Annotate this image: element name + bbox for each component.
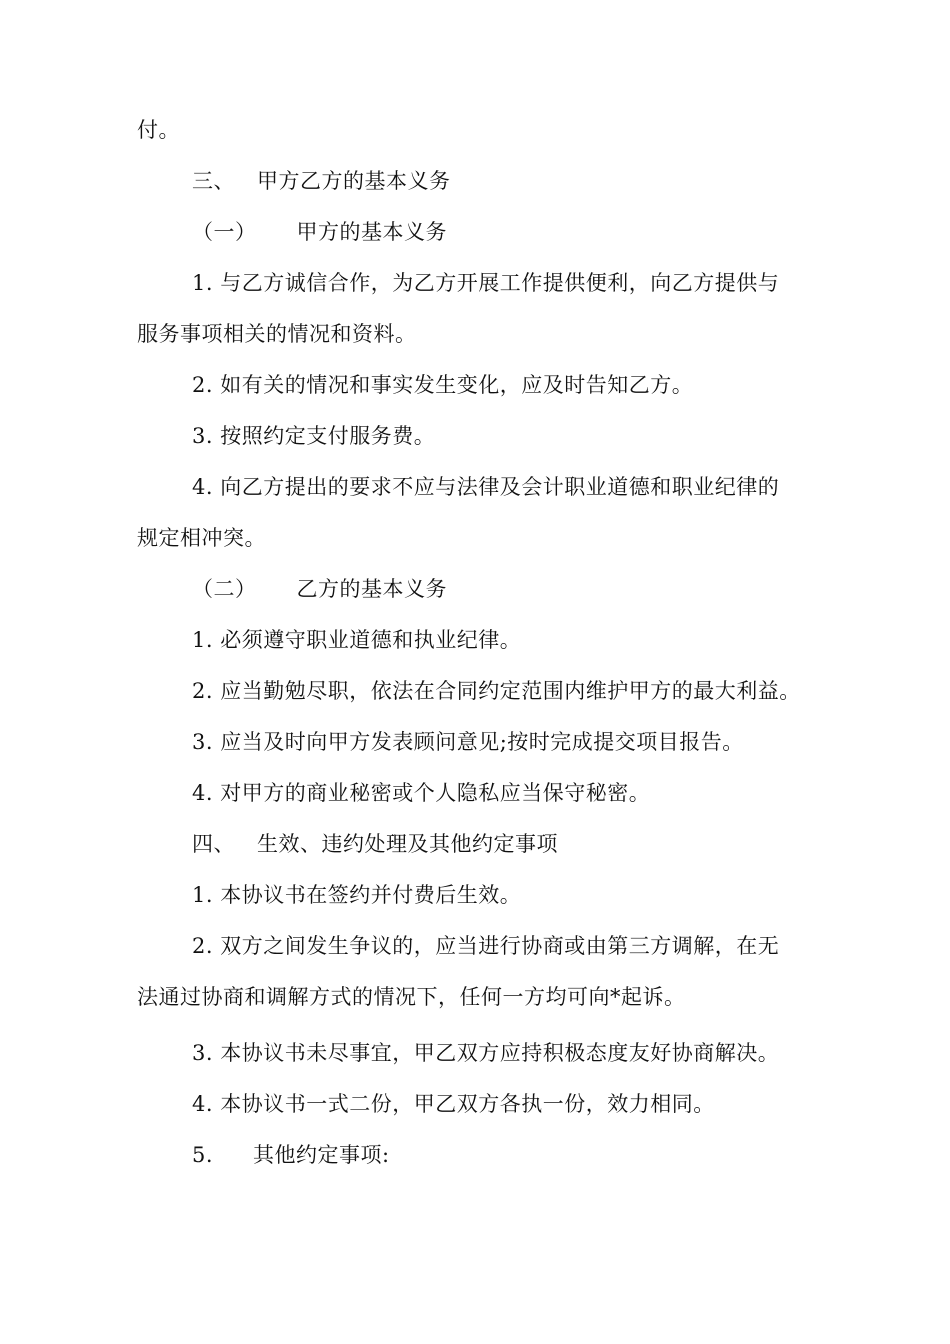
section-title: 甲方乙方的基本义务 [257, 169, 451, 193]
paragraph-line: 法通过协商和调解方式的情况下，任何一方均可向*起诉。 [137, 985, 686, 1009]
subsection-heading-a [192, 217, 447, 247]
section-heading-4 [192, 829, 558, 859]
subsection-number: （一） [192, 220, 257, 244]
paragraph-line: 3. 应当及时向甲方发表顾问意见;按时完成提交项目报告。 [192, 730, 744, 754]
section-number: 三、 [192, 169, 235, 193]
paragraph-line: 3. 本协议书未尽事宜，甲乙双方应持积极态度友好协商解决。 [192, 1041, 780, 1065]
continuation-text: 付。 [137, 118, 180, 142]
paragraph-line: 4. 本协议书一式二份，甲乙双方各执一份，效力相同。 [192, 1092, 715, 1116]
paragraph-line: 4. 对甲方的商业秘密或个人隐私应当保守秘密。 [192, 781, 651, 805]
section-title: 生效、违约处理及其他约定事项 [257, 832, 558, 856]
subsection-heading-b [192, 574, 447, 604]
subsection-number: （二） [192, 577, 257, 601]
subsection-title: 乙方的基本义务 [296, 577, 447, 601]
other-items-line [192, 1140, 390, 1170]
section-number: 四、 [192, 832, 235, 856]
paragraph-line: 规定相冲突。 [137, 526, 266, 550]
paragraph-line: 服务事项相关的情况和资料。 [137, 322, 417, 346]
paragraph-line: 1. 必须遵守职业道德和执业纪律。 [192, 628, 522, 652]
paragraph-line: 2. 双方之间发生争议的，应当进行协商或由第三方调解，在无 [192, 934, 780, 958]
paragraph-line: 4. 向乙方提出的要求不应与法律及会计职业道德和职业纪律的 [192, 475, 780, 499]
section-heading-3 [192, 166, 451, 196]
item-number: 5. [192, 1143, 214, 1167]
subsection-title: 甲方的基本义务 [296, 220, 447, 244]
paragraph-line: 1. 与乙方诚信合作，为乙方开展工作提供便利，向乙方提供与 [192, 271, 780, 295]
paragraph-line: 2. 应当勤勉尽职，依法在合同约定范围内维护甲方的最大利益。 [192, 679, 801, 703]
paragraph-line: 2. 如有关的情况和事实发生变化，应及时告知乙方。 [192, 373, 694, 397]
paragraph-line: 1. 本协议书在签约并付费后生效。 [192, 883, 522, 907]
paragraph-line: 3. 按照约定支付服务费。 [192, 424, 436, 448]
item-label: 其他约定事项: [253, 1143, 390, 1167]
